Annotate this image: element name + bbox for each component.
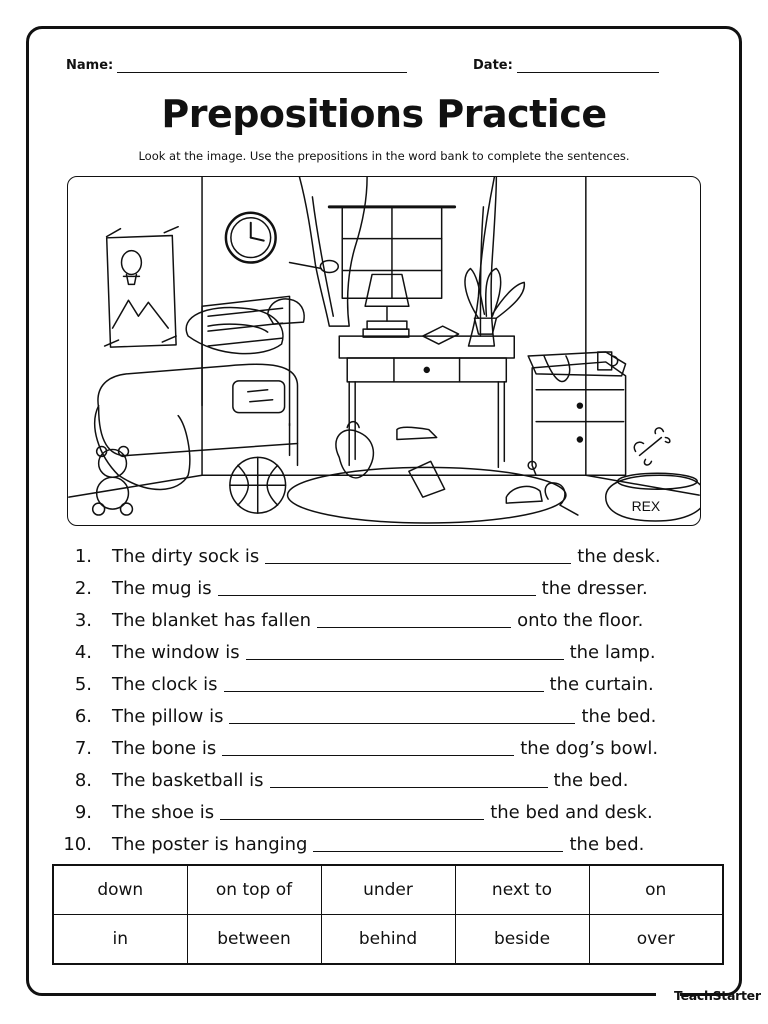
lamp bbox=[363, 274, 409, 337]
sentence-6: 6. The pillow is the bed. bbox=[74, 705, 657, 727]
bone bbox=[634, 428, 670, 465]
date-label: Date: bbox=[473, 58, 513, 73]
bedroom-illustration bbox=[67, 176, 701, 526]
answer-blank-10[interactable] bbox=[313, 837, 563, 852]
word-bank-cell: in bbox=[53, 915, 187, 965]
date-line[interactable] bbox=[517, 72, 659, 73]
answer-blank-1[interactable] bbox=[265, 549, 571, 564]
brand-logo: TeachStarter bbox=[674, 988, 761, 1003]
instructions: Look at the image. Use the prepositions in the word bank to complete the sentences. bbox=[138, 149, 630, 163]
clock bbox=[226, 213, 276, 263]
mug bbox=[598, 352, 618, 370]
answer-blank-4[interactable] bbox=[246, 645, 564, 660]
word-bank-cell: beside bbox=[455, 915, 589, 965]
hat bbox=[268, 299, 304, 324]
answer-blank-2[interactable] bbox=[218, 581, 536, 596]
sentence-5: 5. The clock is the curtain. bbox=[74, 673, 654, 695]
word-bank bbox=[52, 864, 724, 965]
bowl-label: REX bbox=[631, 498, 661, 515]
word-bank-cell: over bbox=[589, 915, 723, 965]
answer-blank-9[interactable] bbox=[220, 805, 484, 820]
sentence-10: 10. The poster is hanging the bed. bbox=[63, 833, 645, 855]
word-bank-cell: between bbox=[187, 915, 321, 965]
word-bank-cell: on bbox=[589, 865, 723, 915]
name-line[interactable] bbox=[117, 72, 407, 73]
desk bbox=[339, 336, 514, 467]
dirty-sock bbox=[397, 427, 437, 439]
sentence-8: 8. The basketball is the bed. bbox=[74, 769, 629, 791]
word-bank-row bbox=[53, 865, 723, 915]
sentence-4: 4. The window is the lamp. bbox=[74, 641, 656, 663]
name-label: Name: bbox=[66, 58, 114, 73]
poster bbox=[105, 227, 179, 347]
sentence-list bbox=[58, 540, 718, 860]
sentence-1: 1. The dirty sock is the desk. bbox=[74, 545, 661, 567]
answer-blank-3[interactable] bbox=[317, 613, 511, 628]
date-field[interactable] bbox=[473, 58, 659, 73]
dog-bowl bbox=[606, 473, 700, 521]
word-bank-row bbox=[53, 915, 723, 965]
paper bbox=[423, 326, 459, 344]
answer-blank-7[interactable] bbox=[222, 741, 514, 756]
shoe bbox=[506, 486, 542, 503]
word-bank-cell: down bbox=[53, 865, 187, 915]
answer-blank-8[interactable] bbox=[270, 773, 548, 788]
word-bank-cell: next to bbox=[455, 865, 589, 915]
sentence-7: 7. The bone is the dog’s bowl. bbox=[74, 737, 659, 759]
word-bank-cell: under bbox=[321, 865, 455, 915]
answer-blank-5[interactable] bbox=[224, 677, 544, 692]
sentence-2: 2. The mug is the dresser. bbox=[74, 577, 648, 599]
answer-blank-6[interactable] bbox=[229, 709, 575, 724]
word-bank-cell: on top of bbox=[187, 865, 321, 915]
word-bank-cell: behind bbox=[321, 915, 455, 965]
name-field[interactable] bbox=[66, 58, 407, 73]
sentence-9: 9. The shoe is the bed and desk. bbox=[74, 801, 653, 823]
page-title: Prepositions Practice bbox=[161, 92, 607, 136]
sentence-3: 3. The blanket has fallen onto the floor. bbox=[74, 609, 644, 631]
bed bbox=[95, 296, 298, 489]
